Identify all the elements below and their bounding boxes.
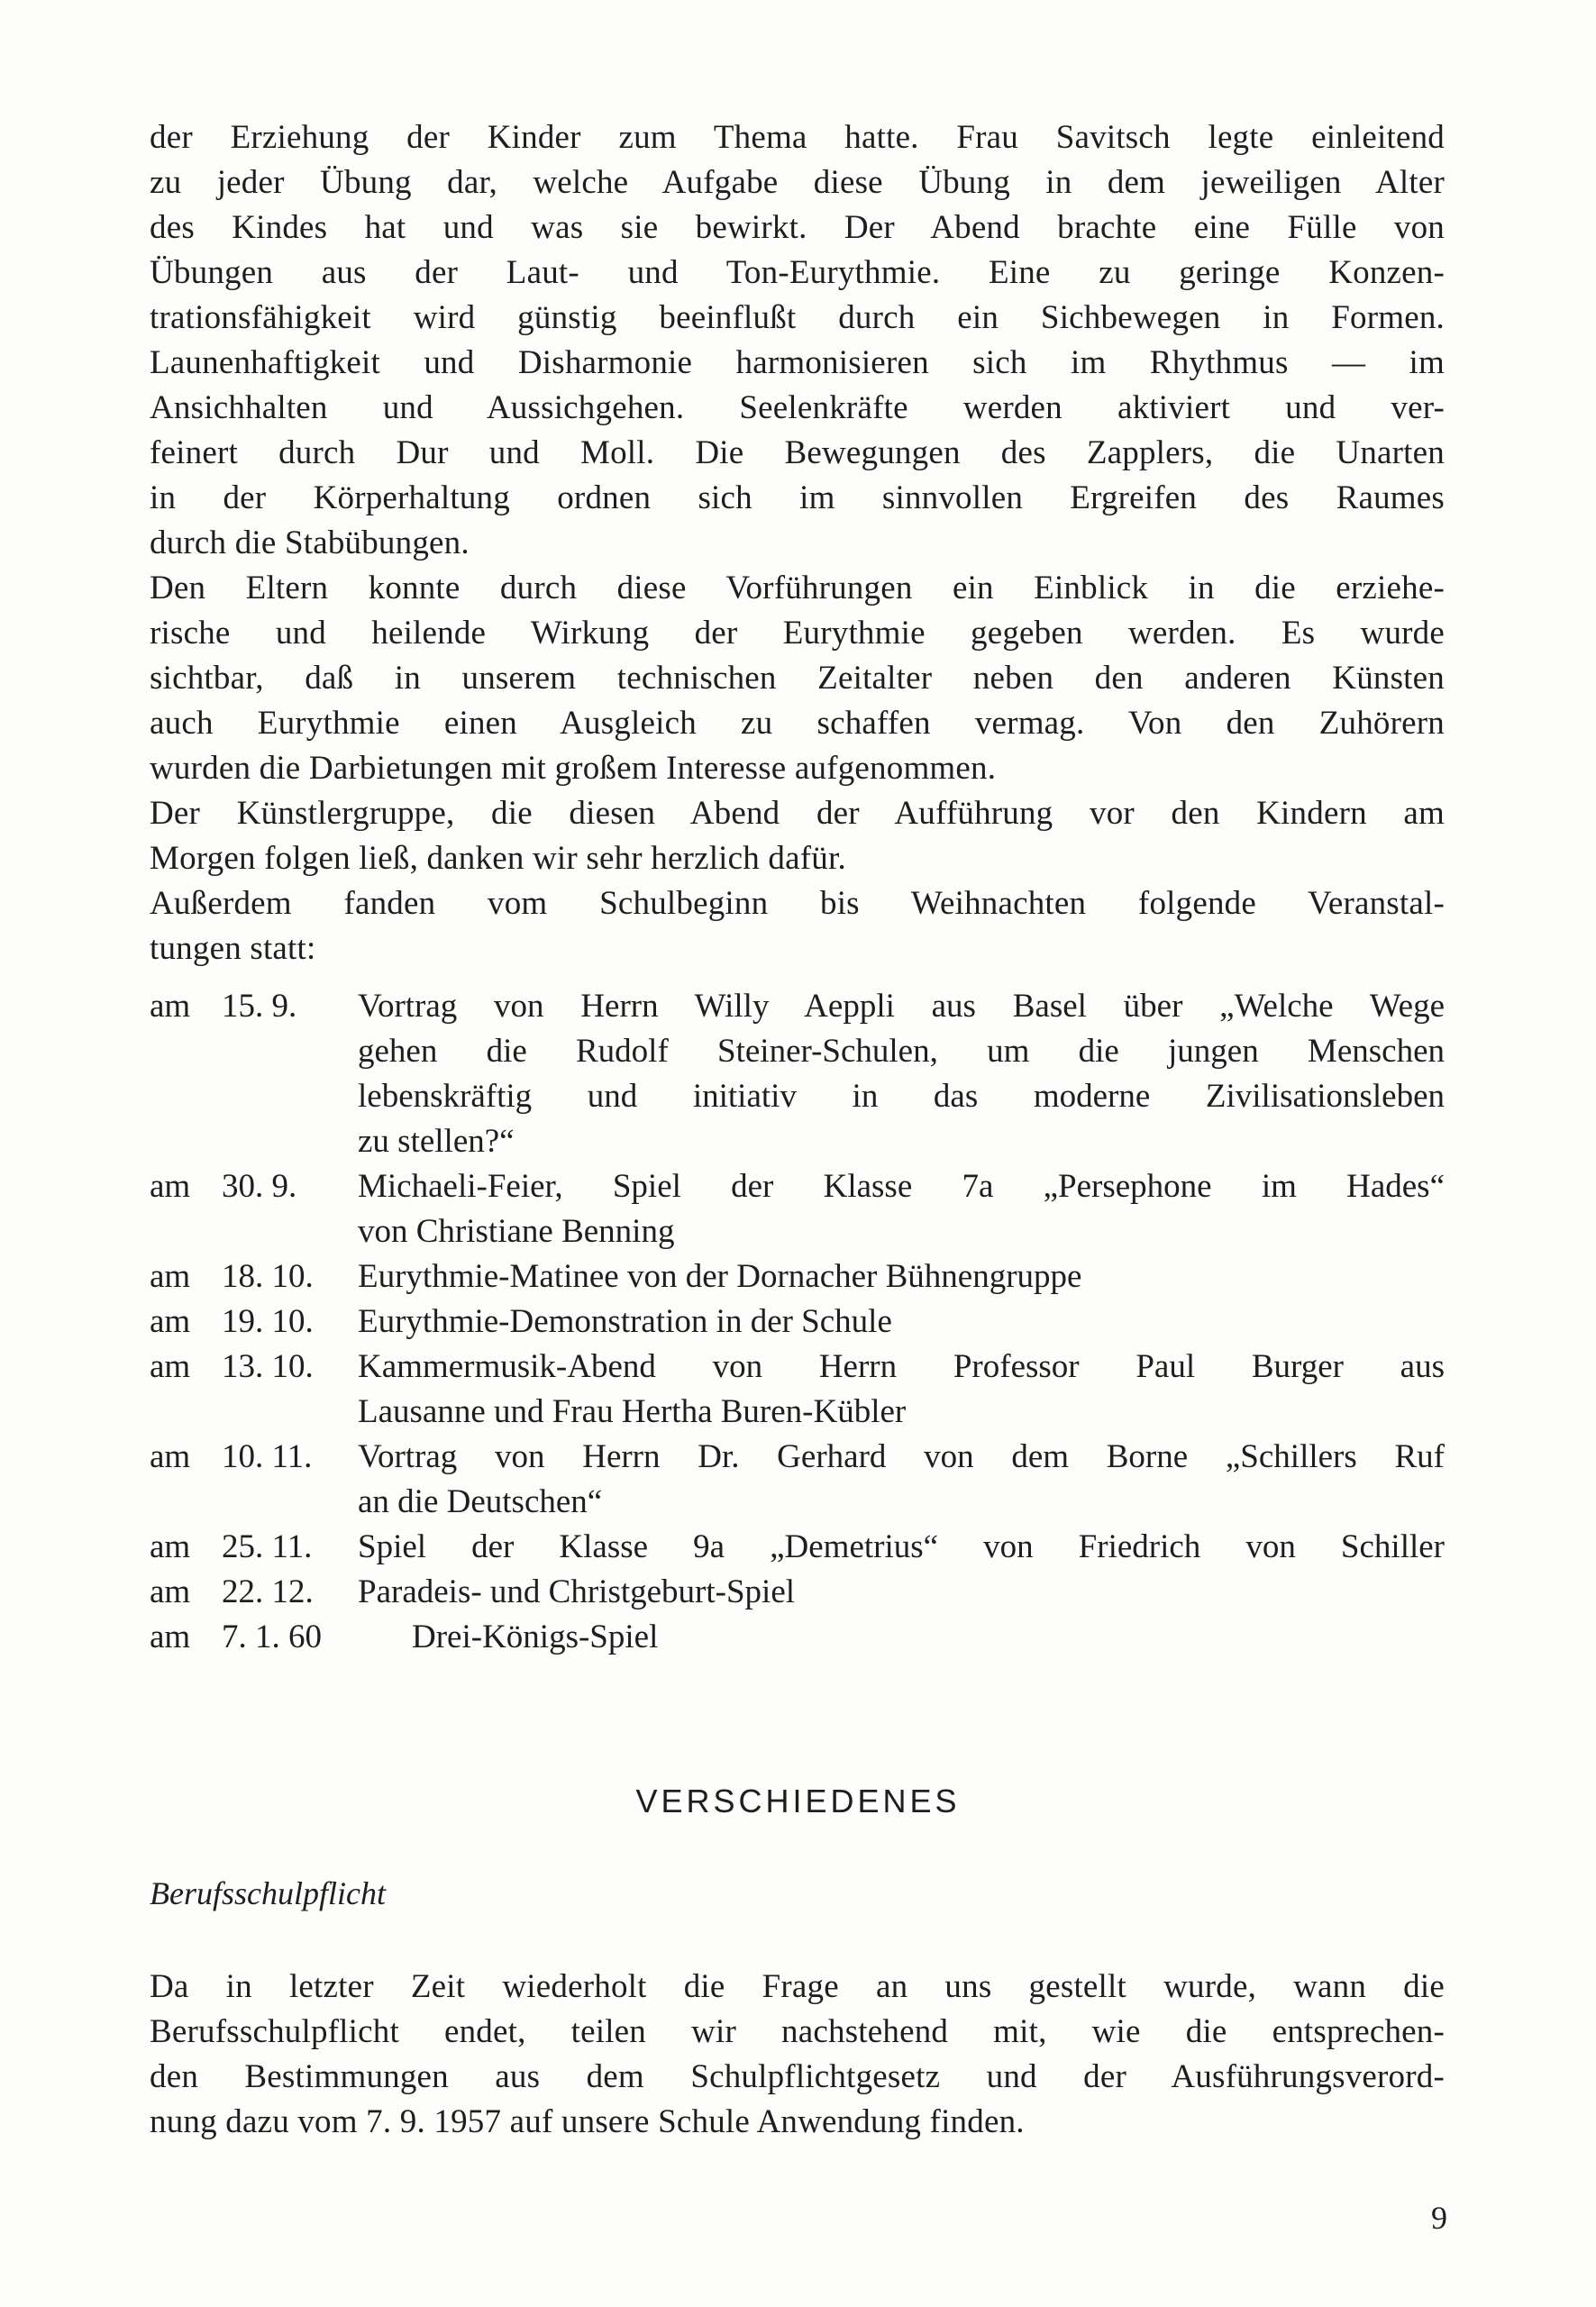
section-heading: VERSCHIEDENES [635, 1783, 961, 1819]
event-date-cell [150, 1570, 314, 1615]
event-text-line: Lausanne und Frau Hertha Buren-Kübler [358, 1393, 907, 1430]
text-line: feinert durch Dur und Moll. Die Bewegungen des Zapplers, die Unarten [150, 434, 1445, 471]
event-date-cell [150, 1525, 312, 1570]
event-text-line: Vortrag von Herrn Willy Aeppli aus Basel über „Welche Wege [358, 988, 1445, 1025]
event-text-line: lebenskräftig und initiativ in das moderne Zivilisationsleben [358, 1078, 1445, 1115]
event-prefix: am [150, 1438, 191, 1475]
event-date: 13. 10. [222, 1348, 314, 1385]
text-line: auch Eurythmie einen Ausgleich zu schaffen vermag. Von den Zuhörern [150, 705, 1445, 742]
text-line: den Bestimmungen aus dem Schulpflichtgesetz und der Ausführungsverord- [150, 2058, 1445, 2095]
event-date: 15. 9. [222, 988, 297, 1025]
text-line: in der Körperhaltung ordnen sich im sinnvollen Ergreifen des Raumes [150, 479, 1445, 516]
event-text-line: Eurythmie-Demonstration in der Schule [358, 1303, 892, 1340]
event-prefix: am [150, 1528, 191, 1565]
text-line: trationsfähigkeit wird günstig beeinflußt durch ein Sichbewegen in Formen. [150, 299, 1445, 336]
event-date: 18. 10. [222, 1258, 314, 1295]
event-text-line: an die Deutschen“ [358, 1483, 603, 1520]
text-line: sichtbar, daß in unserem technischen Zeitalter neben den anderen Künsten [150, 660, 1445, 697]
event-date: 7. 1. 60 [222, 1619, 322, 1655]
event-prefix: am [150, 1258, 191, 1295]
text-line: Launenhaftigkeit und Disharmonie harmonisieren sich im Rhythmus — im [150, 344, 1445, 381]
text-line: rische und heilende Wirkung der Eurythmie gegeben werden. Es wurde [150, 615, 1445, 652]
text-line: des Kindes hat und was sie bewirkt. Der Abend brachte eine Fülle von [150, 209, 1445, 246]
subsection-heading: Berufsschulpflicht [150, 1875, 386, 1911]
text-line: Morgen folgen ließ, danken wir sehr herzlich dafür. [150, 840, 846, 877]
text-line: Außerdem fanden vom Schulbeginn bis Weihnachten folgende Veranstal- [150, 885, 1445, 922]
event-prefix: am [150, 988, 191, 1025]
event-prefix: am [150, 1573, 191, 1610]
event-text-line: Eurythmie-Matinee von der Dornacher Bühnengruppe [358, 1258, 1082, 1295]
event-text-line: zu stellen?“ [358, 1123, 515, 1160]
event-text-line: gehen die Rudolf Steiner-Schulen, um die jungen Menschen [358, 1033, 1445, 1070]
event-date: 10. 11. [222, 1438, 313, 1475]
event-date-cell [150, 1345, 314, 1390]
event-text-line: Paradeis- und Christgeburt-Spiel [358, 1573, 796, 1610]
event-text-line: Michaeli-Feier, Spiel der Klasse 7a „Persephone im Hades“ [358, 1168, 1445, 1205]
event-date-cell [150, 1299, 314, 1345]
event-date-cell [150, 1435, 312, 1480]
event-text-line: Spiel der Klasse 9a „Demetrius“ von Friedrich von Schiller [358, 1528, 1445, 1565]
event-prefix: am [150, 1348, 191, 1385]
event-text-line: von Christiane Benning [358, 1213, 675, 1250]
event-date-cell [150, 1254, 314, 1299]
text-line: Da in letzter Zeit wiederholt die Frage an uns gestellt wurde, wann die [150, 1968, 1445, 2005]
event-text-line: Kammermusik-Abend von Herrn Professor Paul Burger aus [358, 1348, 1445, 1385]
event-date: 22. 12. [222, 1573, 314, 1610]
event-text-line: Vortrag von Herrn Dr. Gerhard von dem Borne „Schillers Ruf [358, 1438, 1445, 1475]
text-line: tungen statt: [150, 930, 316, 967]
text-line: Berufsschulpflicht endet, teilen wir nachstehend mit, wie die entsprechen- [150, 2013, 1445, 2050]
text-line: nung dazu vom 7. 9. 1957 auf unsere Schule Anwendung finden. [150, 2103, 1025, 2140]
event-date-cell [150, 984, 296, 1029]
text-line: wurden die Darbietungen mit großem Interesse aufgenommen. [150, 750, 997, 787]
text-line: Übungen aus der Laut- und Ton-Eurythmie. Eine zu geringe Konzen- [150, 254, 1445, 291]
event-date: 30. 9. [222, 1168, 297, 1205]
text-line: zu jeder Übung dar, welche Aufgabe diese Übung in dem jeweiligen Alter [150, 164, 1445, 201]
text-line: Den Eltern konnte durch diese Vorführungen ein Einblick in die erziehe- [150, 570, 1445, 606]
text-line: Ansichhalten und Aussichgehen. Seelenkräfte werden aktiviert und ver- [150, 389, 1445, 426]
page-number: 9 [1431, 2200, 1447, 2236]
event-prefix: am [150, 1303, 191, 1340]
text-line: durch die Stabübungen. [150, 524, 470, 561]
event-date: 25. 11. [222, 1528, 313, 1565]
event-prefix: am [150, 1619, 191, 1655]
event-date-cell [150, 1164, 296, 1209]
event-prefix: am [150, 1168, 191, 1205]
text-line: der Erziehung der Kinder zum Thema hatte. Frau Savitsch legte einleitend [150, 119, 1445, 156]
text-line: Der Künstlergruppe, die diesen Abend der Aufführung vor den Kindern am [150, 795, 1445, 832]
event-date: 19. 10. [222, 1303, 314, 1340]
event-date-cell [150, 1615, 322, 1660]
event-text-line: Drei-Königs-Spiel [412, 1619, 659, 1655]
